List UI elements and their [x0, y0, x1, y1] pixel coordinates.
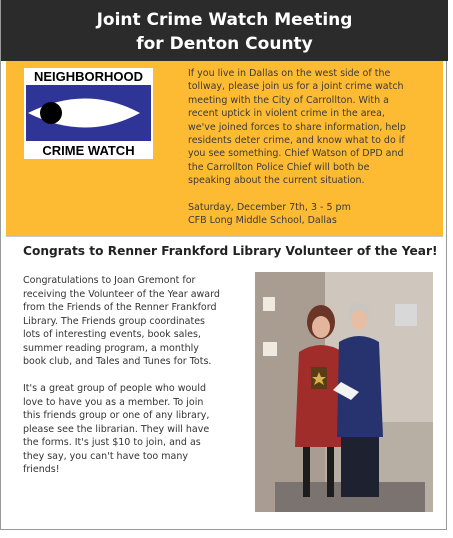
crime-line: speaking about the current situation.	[188, 175, 365, 187]
text-line: love to have you as a member. To join	[23, 396, 204, 408]
text-line: It's a great group of people who would	[23, 383, 206, 394]
text-line: book club, and Tales and Tunes for Tots.	[23, 356, 212, 367]
crime-line: we've joined forces to share information, help	[188, 121, 406, 133]
text-line: this friends group or one of any library,	[23, 410, 210, 421]
newsletter-header	[1, 0, 448, 61]
logo-bottom-text: CRIME WATCH	[42, 143, 135, 158]
section-divider	[6, 236, 443, 237]
crime-line: you see something. Chief Watson of DPD and	[188, 148, 404, 160]
text-line: summer reading program, a monthly	[23, 342, 199, 354]
text-line: Congratulations to Joan Gremont for	[23, 275, 196, 286]
text-line: lots of interesting events, book sales,	[23, 329, 201, 340]
crime-line: If you live in Dallas on the west side of the	[188, 68, 391, 79]
logo-top-text: NEIGHBORHOOD	[33, 69, 144, 84]
library-paragraph-2	[23, 382, 245, 477]
text-line: please see the librarian. They will have	[23, 423, 210, 435]
crime-line: residents deter crime, and know what to do if	[188, 135, 405, 147]
crime-line: the Carrollton Police Chief will both be	[188, 161, 370, 173]
event-date: Saturday, December 7th, 3 - 5 pm	[188, 202, 351, 214]
crime-line: meeting with the City of Carrollton. With a	[188, 94, 389, 106]
text-line: from the Friends of the Renner Frankford	[23, 302, 217, 313]
text-line: they say, you can't have too many	[23, 450, 188, 462]
text-line: Library. The Friends group coordinates	[23, 315, 206, 327]
crime-line: recent uptick in violent crime in the area,	[188, 108, 385, 120]
crime-watch-section	[6, 61, 443, 237]
neighborhood-crime-watch-logo	[24, 68, 153, 159]
text-line: the forms. It's just $10 to join, and as	[23, 437, 201, 448]
library-section-title: Congrats to Renner Frankford Library Volunteer of the Year!	[23, 244, 438, 258]
library-paragraph-1	[23, 274, 245, 369]
header-title-line1: Joint Crime Watch Meeting	[96, 10, 353, 30]
library-article-text	[23, 274, 245, 490]
text-line: friends!	[23, 464, 60, 475]
text-line: receiving the Volunteer of the Year award	[23, 288, 220, 300]
crime-line: tollway, please join us for a joint crime watch	[188, 81, 404, 93]
event-location: CFB Long Middle School, Dallas	[188, 215, 337, 227]
crime-watch-text	[188, 67, 438, 228]
volunteer-award-photo	[255, 272, 433, 512]
header-title-line2: for Denton County	[136, 34, 313, 54]
